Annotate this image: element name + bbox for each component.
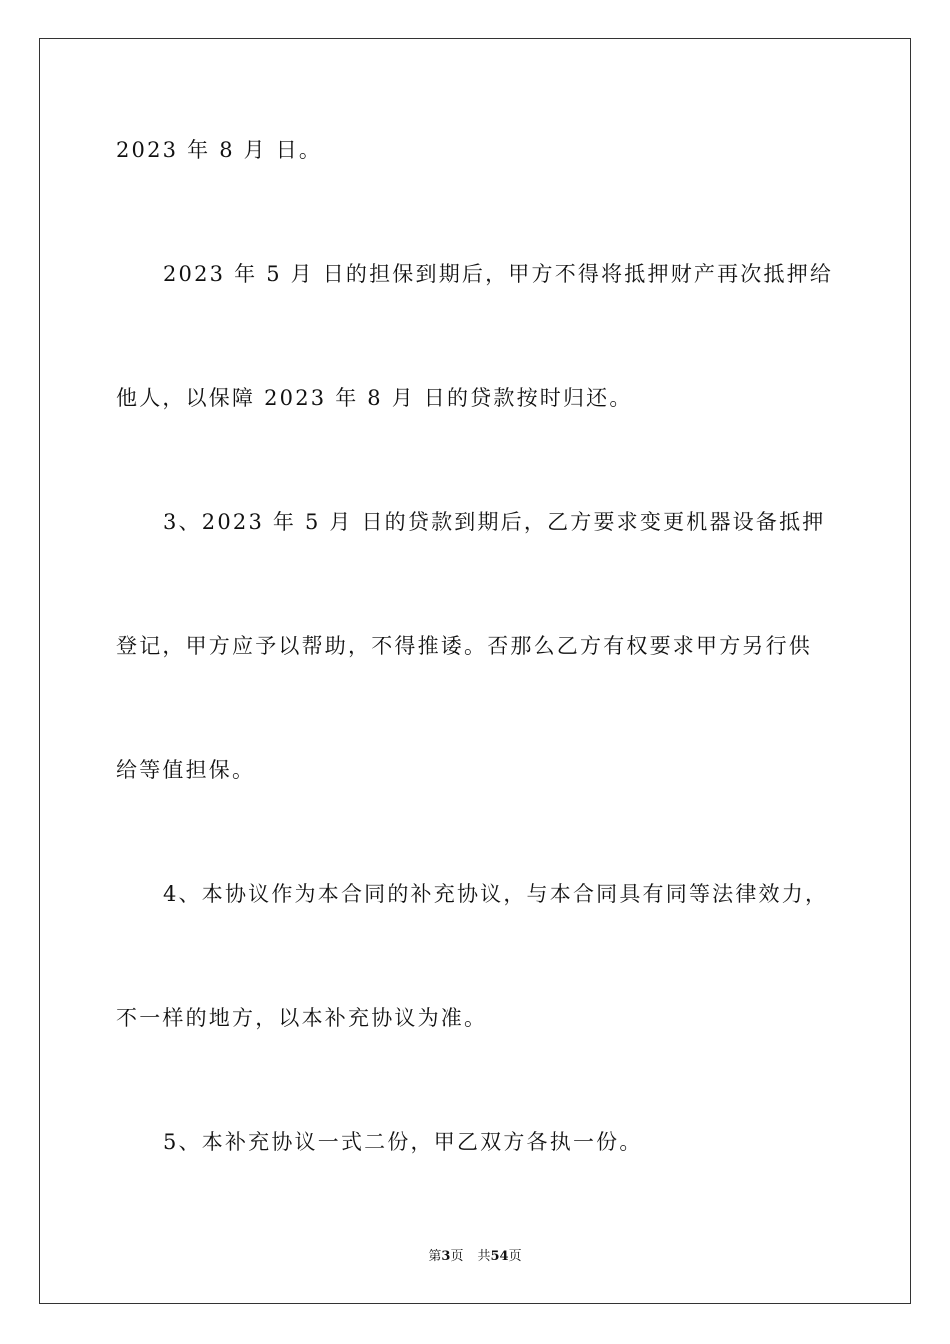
total-suffix: 页 [508, 1249, 522, 1264]
page-prefix: 第 [428, 1249, 442, 1264]
text-line: 不一样的地方，以本补充协议为准。 [116, 1006, 488, 1030]
text-line: 2023 年 8 月 日。 [116, 138, 323, 162]
page-footer [0, 1248, 950, 1266]
text-line: 他人，以保障 2023 年 8 月 日的贷款按时归还。 [116, 386, 633, 410]
text-line: 3、2023 年 5 月 日的贷款到期后，乙方要求变更机器设备抵押 [163, 510, 826, 534]
total-pages: 54 [490, 1249, 509, 1264]
page-border [39, 38, 911, 1304]
text-line: 登记，甲方应予以帮助，不得推诿。否那么乙方有权要求甲方另行供 [116, 634, 812, 658]
text-line: 4、本协议作为本合同的补充协议，与本合同具有同等法律效力， [163, 882, 829, 906]
page-suffix: 页 [450, 1249, 464, 1264]
text-line: 给等值担保。 [116, 758, 256, 782]
text-line: 5、本补充协议一式二份，甲乙双方各执一份。 [163, 1130, 643, 1154]
text-line: 2023 年 5 月 日的担保到期后，甲方不得将抵押财产再次抵押给 [163, 262, 834, 286]
page-number: 3 [441, 1249, 451, 1264]
total-prefix: 共 [477, 1249, 491, 1264]
